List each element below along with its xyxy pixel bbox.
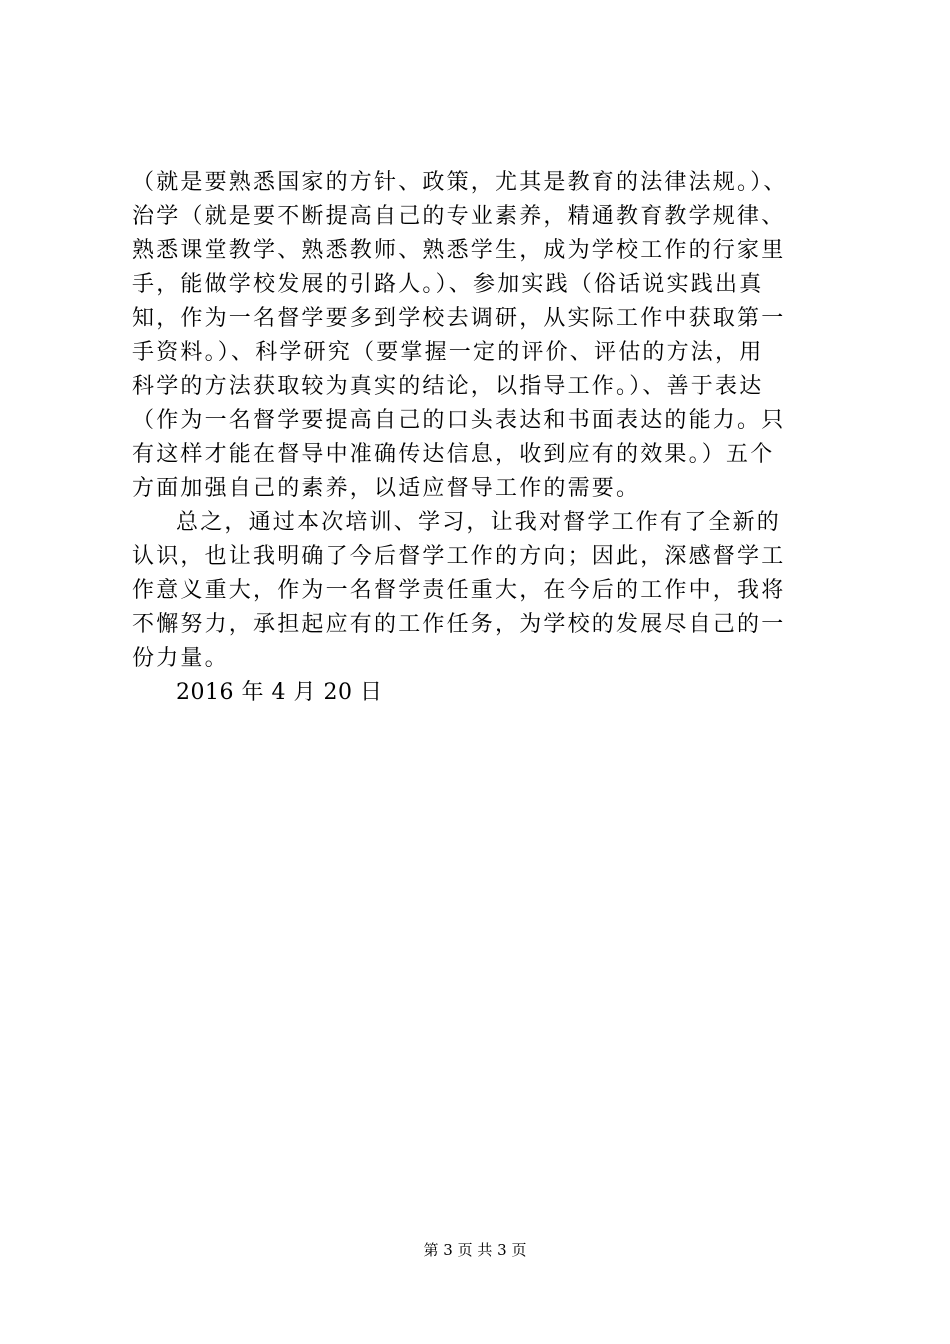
page-footer: 第 3 页 共 3 页 [423,1241,527,1259]
paragraph-1-line-9: 有这样才能在督导中准确传达信息，收到应有的效果。）五个 [132,442,775,467]
paragraph-1-line-4: 手，能做学校发展的引路人。）、参加实践（俗话说实践出真 [132,272,764,297]
paragraph-1-line-1: （就是要熟悉国家的方针、政策，尤其是教育的法律法规。）、 [132,170,788,195]
paragraph-2-line-1: 总之，通过本次培训、学习，让我对督学工作有了全新的 [176,510,782,535]
document-date: 2016 年 4 月 20 日 [176,680,383,705]
paragraph-2-line-4: 不懈努力，承担起应有的工作任务，为学校的发展尽自己的一 [132,612,786,637]
paragraph-1-line-5: 知，作为一名督学要多到学校去调研，从实际工作中获取第一 [132,306,786,331]
paragraph-2-line-2: 认识，也让我明确了今后督学工作的方向；因此，深感督学工 [132,544,786,569]
document-body [132,166,837,710]
paragraph-1-line-3: 熟悉课堂教学、熟悉教师、熟悉学生，成为学校工作的行家里 [132,238,786,263]
paragraph-1-line-8: （作为一名督学要提高自己的口头表达和书面表达的能力。只 [132,408,786,433]
paragraph-1-line-6: 手资料。）、科学研究（要掌握一定的评价、评估的方法，用 [132,340,764,365]
paragraph-2-line-5: 份力量。 [132,646,229,671]
paragraph-1-line-7: 科学的方法获取较为真实的结论，以指导工作。）、善于表达 [132,374,764,399]
paragraph-1-line-2: 治学（就是要不断提高自己的专业素养，精通教育教学规律、 [132,204,786,229]
paragraph-2-line-3: 作意义重大，作为一名督学责任重大，在今后的工作中，我将 [132,578,786,603]
paragraph-1-line-10: 方面加强自己的素养，以适应督导工作的需要。 [132,476,641,501]
